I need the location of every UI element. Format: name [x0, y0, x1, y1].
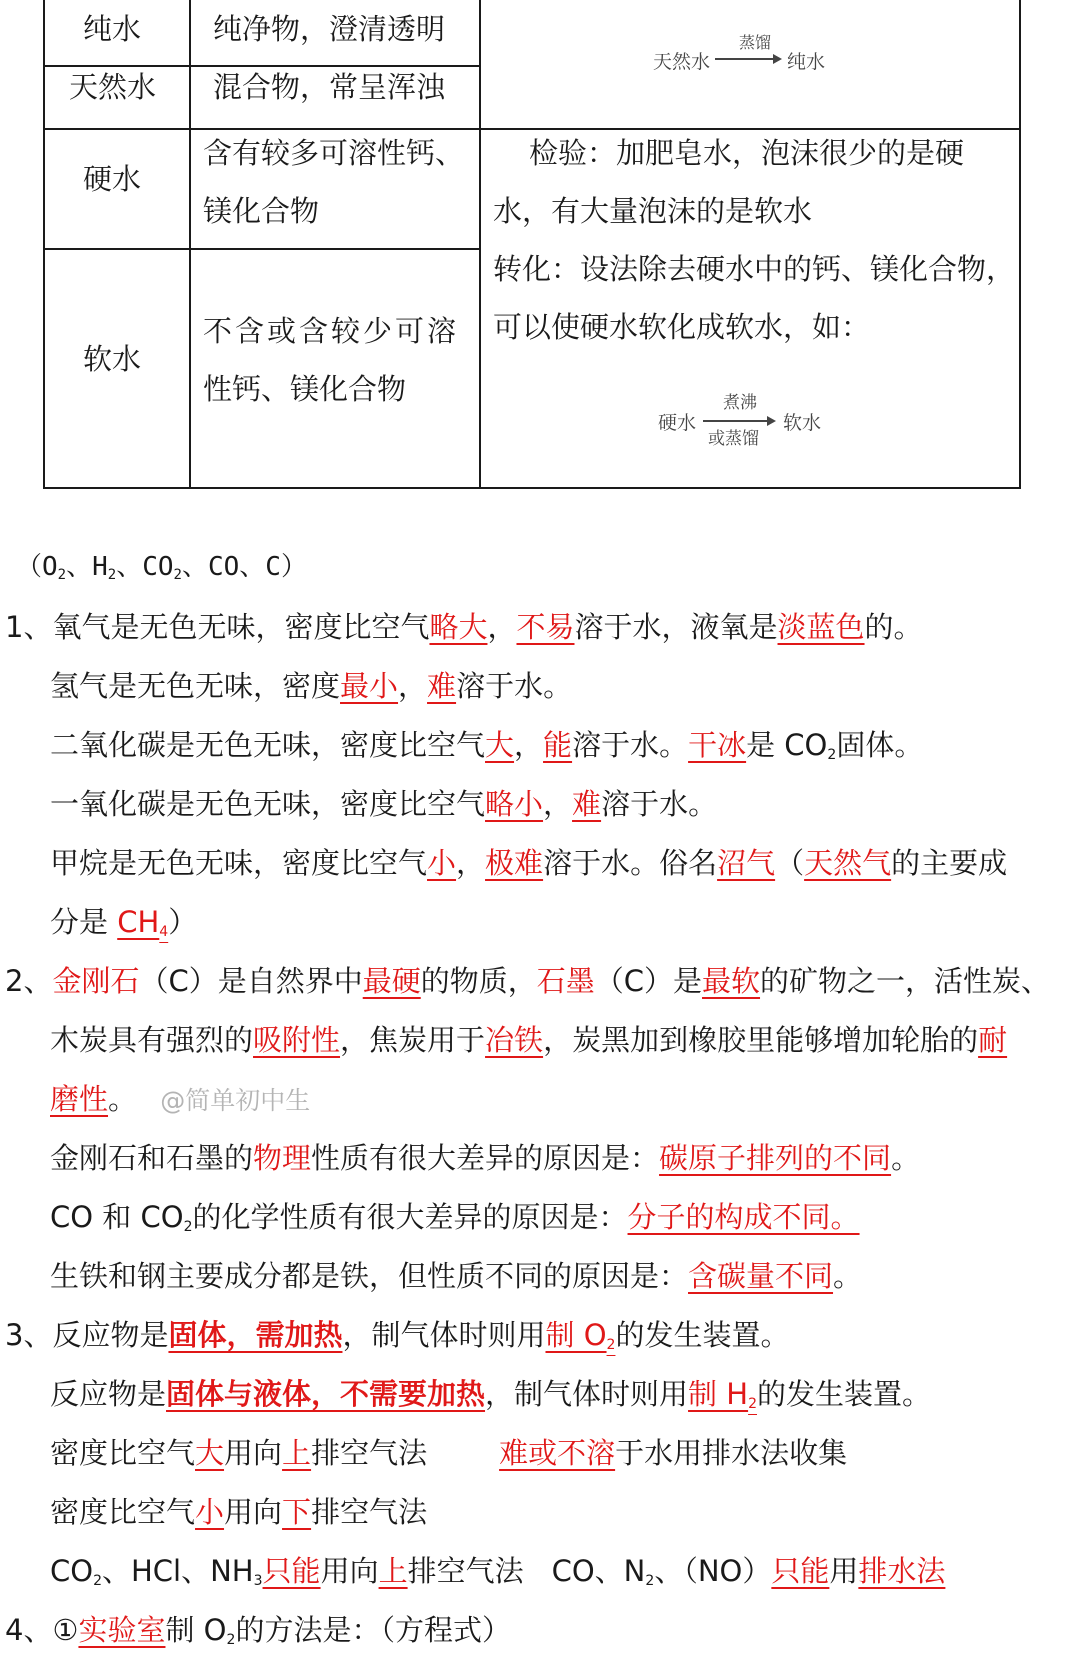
s3-l5-d: 排空气法	[407, 1554, 524, 1588]
heading-rest: 、CO、C）	[181, 552, 307, 582]
s2-l3-a: 。	[108, 1082, 138, 1116]
methane-line-2	[50, 893, 197, 952]
s2-l1-d: （C）是	[594, 964, 703, 998]
s1-l5-r1: 小	[427, 846, 457, 880]
s4-l1-r1: 实验室	[78, 1613, 166, 1647]
s2-l6-b: 。	[833, 1259, 863, 1293]
s3-l2-r2: 制 H	[688, 1377, 749, 1411]
s3-l2-a: 反应物是	[50, 1377, 167, 1411]
apparatus-line-2	[50, 1365, 931, 1424]
s1-l2-c: 溶于水。	[456, 669, 573, 703]
s3-l4-r1: 小	[195, 1495, 225, 1529]
s2-l2-b: ，焦炭用于	[340, 1023, 486, 1057]
s4-l1-sub: 2	[226, 1632, 236, 1648]
s3-l5-sub2: 3	[253, 1573, 263, 1589]
s3-l3-b: 用向	[224, 1436, 283, 1470]
s1-l6-b: ）	[168, 905, 198, 939]
s2-l4-b: 性质有很大差异的原因是：	[311, 1141, 660, 1175]
diagram1-to: 纯水	[787, 51, 826, 73]
s1-l5-d: （	[775, 846, 805, 880]
diagram2-arrow-line	[703, 420, 769, 422]
s3-l4-c: 排空气法	[311, 1495, 428, 1529]
s3-l3-r2: 上	[282, 1436, 312, 1470]
hard-water-test-line-2: 水，有大量泡沫的是软水	[493, 194, 813, 228]
s3-l4-a: 密度比空气	[50, 1495, 196, 1529]
s2-l4-r2: 碳原子排列的不同	[659, 1141, 892, 1175]
s1-l5-c: 溶于水。俗名	[543, 846, 718, 880]
s2-l1-c: 的物质，	[420, 964, 537, 998]
s1-l5-r2: 极难	[485, 846, 544, 880]
s2-l2-r1: 吸附性	[253, 1023, 341, 1057]
collection-line-1	[50, 1424, 847, 1483]
heading-o_sub: 2	[57, 567, 67, 583]
s3-l1-a: 3、反应物是	[5, 1318, 169, 1352]
s2-l1-r1: 金刚石	[52, 964, 140, 998]
s2-l5-r1: 分子的构成不同。	[627, 1200, 860, 1234]
row-desc-soft-water-2: 性钙、镁化合物	[203, 372, 407, 406]
s2-l4-a: 金刚石和石墨的	[50, 1141, 254, 1175]
s3-l5-r3: 只能	[771, 1554, 830, 1588]
s3-l1-r1: 固体，需加热	[168, 1318, 343, 1352]
row-name-hard-water: 硬水	[83, 162, 142, 196]
s1-l1-r1: 略大	[429, 610, 488, 644]
s2-l1-a: 2、	[5, 964, 53, 998]
s3-l1-b: ，制气体时则用	[342, 1318, 546, 1352]
s3-l3-c: 排空气法	[311, 1436, 428, 1470]
s2-l5-b: 的化学性质有很大差异的原因是：	[192, 1200, 628, 1234]
s4-l1-c: 的方法是：（方程式）	[235, 1613, 511, 1647]
s1-l1-r2: 不易	[516, 610, 575, 644]
s1-l2-a: 氢气是无色无味，密度	[50, 669, 341, 703]
s3-l1-sub: 2	[606, 1337, 616, 1353]
diagram2-over: 煮沸	[723, 393, 757, 413]
s1-l3-d: 是 CO	[746, 728, 828, 762]
s1-l5-r4: 天然气	[804, 846, 892, 880]
s3-l3-r3: 难或不溶	[499, 1436, 616, 1470]
s2-l1-r4: 最软	[702, 964, 761, 998]
s1-l3-r2: 能	[543, 728, 573, 762]
s1-l2-r1: 最小	[340, 669, 399, 703]
carbon-forms-line-3	[50, 1070, 310, 1129]
row-desc-hard-water-2: 镁化合物	[203, 194, 320, 228]
gas-list-heading	[16, 538, 307, 597]
s1-l3-sub: 2	[827, 747, 837, 763]
s2-l2-r2: 冶铁	[485, 1023, 544, 1057]
diagram2-arrow-icon	[767, 416, 776, 426]
iron-steel-reason-line	[50, 1247, 862, 1306]
s2-l4-c: 。	[891, 1141, 921, 1175]
s1-l5-b: ，	[456, 846, 486, 880]
s3-l5-r1: 只能	[262, 1554, 321, 1588]
s2-l3-r1: 磨性	[50, 1082, 109, 1116]
s1-l1-a: 1、氧气是无色无味，密度比空气	[5, 610, 430, 644]
s3-l5-b: 、HCl、NH	[102, 1554, 254, 1588]
s3-l2-b: ，制气体时则用	[485, 1377, 689, 1411]
s1-l3-r3: 干冰	[688, 728, 747, 762]
s1-l6-a: 分是	[50, 905, 118, 939]
diagram1-arrow-icon	[773, 54, 782, 64]
carbon-forms-line-2	[50, 1011, 1007, 1070]
diagram1-from: 天然水	[653, 51, 711, 73]
carbon-forms-line-1	[5, 952, 1050, 1011]
s1-l5-e: 的主要成	[891, 846, 1008, 880]
s2-l6-a: 生铁和钢主要成分都是铁，但性质不同的原因是：	[50, 1259, 689, 1293]
s2-l5-sub: 2	[183, 1219, 193, 1235]
s1-l1-b: ，	[487, 610, 517, 644]
s2-l4-r1: 物理	[253, 1141, 312, 1175]
s1-l4-b: ，	[543, 787, 573, 821]
s1-l5-a: 甲烷是无色无味，密度比空气	[50, 846, 428, 880]
carbon-dioxide-line	[50, 716, 923, 775]
apparatus-line-1	[5, 1306, 789, 1365]
collection-line-3	[50, 1542, 945, 1601]
s3-l3-d: 于水用排水法收集	[615, 1436, 848, 1470]
s3-l5-f: 、（NO）	[654, 1554, 772, 1588]
s1-l5-r3: 沼气	[717, 846, 776, 880]
s1-l4-r1: 略小	[485, 787, 544, 821]
s3-l5-r2: 上	[378, 1554, 408, 1588]
s4-l1-b: 制 O	[165, 1613, 227, 1647]
s1-l3-r1: 大	[485, 728, 515, 762]
s3-l2-c: 的发生装置。	[757, 1377, 932, 1411]
diagram1-arrow-line	[715, 58, 775, 60]
s3-l1-r2: 制 O	[545, 1318, 607, 1352]
s3-l3-r1: 大	[195, 1436, 225, 1470]
s1-l4-r2: 难	[572, 787, 602, 821]
s2-l6-r1: 含碳量不同	[688, 1259, 834, 1293]
hydrogen-line	[50, 657, 572, 716]
collection-line-2	[50, 1483, 427, 1542]
s1-l3-a: 二氧化碳是无色无味，密度比空气	[50, 728, 486, 762]
s1-l4-c: 溶于水。	[601, 787, 718, 821]
diagram1-over: 蒸馏	[739, 33, 772, 52]
heading-co_sub: 2	[173, 567, 182, 583]
softening-line-2: 可以使硬水软化成软水，如：	[493, 310, 871, 344]
co-co2-reason-line	[50, 1188, 860, 1247]
row-name-soft-water: 软水	[83, 342, 142, 376]
s1-l3-e: 固体。	[836, 728, 924, 762]
oxygen-line	[5, 598, 923, 657]
heading-o: O	[42, 552, 58, 582]
water-types-table	[43, 0, 1021, 489]
s3-l4-r2: 下	[282, 1495, 312, 1529]
heading-h: H	[92, 552, 108, 582]
methane-line-1	[50, 834, 1007, 893]
s3-l5-c: 用向	[320, 1554, 379, 1588]
s2-l1-b: （C）是自然界中	[139, 964, 363, 998]
watermark: @简单初中生	[160, 1086, 311, 1115]
s2-l1-e: 的矿物之一，活性炭、	[760, 964, 1051, 998]
row-desc-natural-water: 混合物，常呈浑浊	[213, 70, 446, 104]
s3-l5-g: 用	[829, 1554, 859, 1588]
s1-l4-a: 一氧化碳是无色无味，密度比空气	[50, 787, 486, 821]
s1-l1-c: 溶于水，液氧是	[574, 610, 778, 644]
heading-sep1: 、	[66, 552, 93, 582]
s3-l2-r1: 固体与液体，不需要加热	[166, 1377, 486, 1411]
s2-l1-r2: 最硬	[362, 964, 421, 998]
hard-water-test-line-1: 检验：加肥皂水，泡沫很少的是硬	[529, 136, 965, 170]
s3-l4-b: 用向	[224, 1495, 283, 1529]
row-name-pure-water: 纯水	[83, 12, 142, 46]
diamond-graphite-reason-line	[50, 1129, 920, 1188]
diagram2-from: 硬水	[658, 412, 697, 434]
s3-l5-r4: 排水法	[858, 1554, 946, 1588]
s1-l1-d: 的。	[864, 610, 923, 644]
s2-l5-a: CO 和 CO	[50, 1200, 184, 1234]
s1-l6-r1: CH	[117, 905, 160, 939]
s3-l1-c: 的发生装置。	[615, 1318, 790, 1352]
carbon-monoxide-line	[50, 775, 717, 834]
s2-l2-c: ，炭黑加到橡胶里能够增加轮胎的	[543, 1023, 979, 1057]
s1-l6-sub: 4	[159, 924, 169, 940]
row-name-natural-water: 天然水	[69, 70, 157, 104]
s1-l3-b: ，	[514, 728, 544, 762]
s3-l2-sub: 2	[748, 1396, 757, 1412]
s1-l2-b: ，	[398, 669, 428, 703]
s2-l2-r3: 耐	[978, 1023, 1008, 1057]
s1-l3-c: 溶于水。	[572, 728, 689, 762]
s1-l2-r2: 难	[427, 669, 457, 703]
s4-l1-a: 4、①	[5, 1613, 79, 1647]
heading-sep2: 、	[116, 552, 143, 582]
heading-open: （	[16, 552, 43, 582]
row-desc-soft-water-1: 不含或含较少可溶	[203, 314, 460, 348]
heading-h_sub: 2	[107, 567, 117, 583]
s3-l5-sub3: 2	[645, 1573, 655, 1589]
lab-oxygen-line	[5, 1601, 511, 1660]
s1-l1-r3: 淡蓝色	[777, 610, 865, 644]
s3-l3-a: 密度比空气	[50, 1436, 196, 1470]
s2-l2-a: 木炭具有强烈的	[50, 1023, 254, 1057]
softening-line-1: 转化：设法除去硬水中的钙、镁化合物，	[493, 252, 1016, 286]
s3-l5-e: CO、N	[551, 1554, 646, 1588]
s3-l5-a: CO	[50, 1554, 94, 1588]
row-desc-hard-water-1: 含有较多可溶性钙、	[203, 136, 465, 170]
diagram2-to: 软水	[783, 412, 822, 434]
heading-co: CO	[142, 552, 174, 582]
diagram2-under: 或蒸馏	[708, 429, 759, 449]
s3-l5-sub1: 2	[93, 1573, 102, 1589]
row-desc-pure-water: 纯净物，澄清透明	[213, 12, 446, 46]
s2-l1-r3: 石墨	[536, 964, 595, 998]
